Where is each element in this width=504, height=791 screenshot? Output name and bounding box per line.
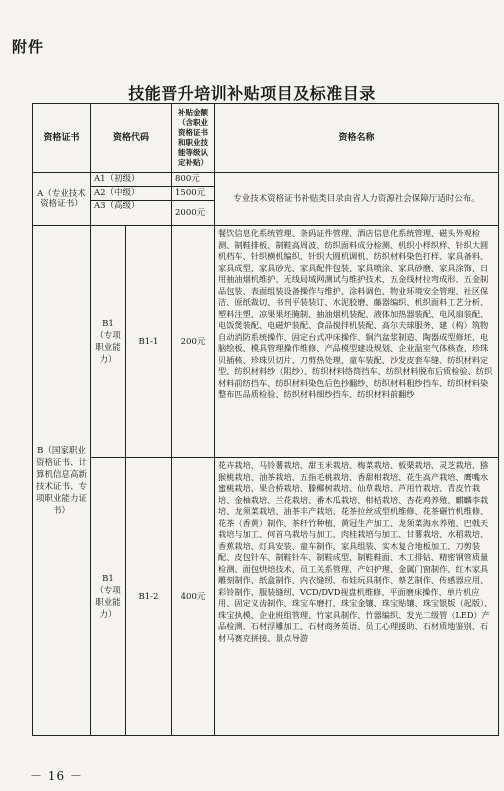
page-title: 技能晋升培训补贴项目及标准目录 <box>128 84 376 103</box>
b1-cell-2: B1（专项职业能力） <box>91 458 126 736</box>
b1-2-amount: 400元 <box>172 458 215 736</box>
a2-amount: 1500元 <box>172 187 215 201</box>
table-header-row <box>33 104 499 173</box>
b1-2-names: 花卉栽培、马铃薯栽培、甜玉米栽培、梅菜栽培、板栗栽培、灵芝栽培、猕猴桃栽培、油茶栽培、五指毛桃栽培、香甜柑栽培、花生高产栽培、鹰嘴水蜜桃栽培、果合桥栽培、滕椰树栽培、仙草栽培、芦用竹栽培、青皮竹栽培、金柚栽培、兰花栽培、番木瓜栽培、柑桔栽培、杏花鸡养殖、麒麟李栽培、龙须菜栽培、油茶丰产栽培、花茶拉丝成型机维修、花茶碾竹机维修、花茶（香黄）制作、茶秆竹种植、黄冠生产加工、龙须菜海水养殖、巴戟天栽培与加工、何首乌栽培与加工、肉桂栽培与加工、甘薯栽培、水稻栽培、香蕉栽培、灯具安装、童车制作、家具组装、实木复合地板加工、刀剪装配、皮包针车、制鞋针车、制鞋成型、制鞋鞋面、木工排钻、精密钢管质量检测、面包烘焙技术、员工关系管理、产妇护理、金属门窗制作、红木家具雕刻制作、纸盒制作、内衣缝纫、布娃玩具制作、蔡艺制作、传感器应用、彩铃制作、服装缝纫、VCD/DVD视盘机维修、平面磨床操作、单片机应用、固定义齿制作、珠宝车磨打、珠宝金镶、珠宝贴镶、珠宝银版（起版）、珠宝执模、企业班组管理、竹家具制作、竹器编织、发光二级管（LED）产品检测、石材浮雕加工、石材商务英语、员工心理援助、石材质地鉴别、石材马赛克拼接、景点导游 <box>215 458 499 736</box>
group-a-cert: A（专业技术资格证书） <box>33 173 91 226</box>
group-a-name: 专业技术资格证书补贴类目录由省人力资源社会保障厅适时公布。 <box>215 173 499 226</box>
a3-amount: 2000元 <box>172 201 215 226</box>
a1-code: A1（初级） <box>91 173 172 187</box>
page-number: － 16 － <box>30 769 83 783</box>
table-row <box>33 458 499 736</box>
header-name: 资格名称 <box>215 104 499 173</box>
group-b-cert: B（国家职业资格证书、计算机信息高新技术证书、专项职业能力证书） <box>33 226 91 736</box>
b1-1-names: 餐饮信息化系统管理、条码证件管理、酒店信息化系统管理、磁头外观检测、制鞋排板、制鞋高周波、纺织面料成分检测、机织小样织样、针织大圆机档车、针织横机编织、针织大圆机调机、纺织材料染色打样、家具备料、家具成型、家具砂光、家具配件包装、家具喷涂、家具砂磨、家具涂饰、日用抽油烟机维护、无线局域网测试与维护技术、五金线材拉弯成形、五金制品包装、表面组装设备操作与维护、涂料调色、物业环境安全管理、社区保洁、原纸裁切、书刊平装装订、水泥胶磨、藤器编织、机织面料工艺分析、塑料注塑、凉果果坯腌制、抽油烟机装配、液体加热器装配、电风扇装配、电饭煲装配、电磁炉装配、食品搅拌机装配、高尔夫球服务、建（构）筑物自动消防系统操作、固定台式冲床操作、铜汽盆浆制造、陶器成型修坯、电脑绘板、模具管理操作维修、产品模型建设规划、企业温室气体核查、珍珠贝插核、珍珠贝切片、刀剪热处理、童车装配、沙发皮套车缝、纺织材料定型、纺织材料纱（阻纱）、纺织材料络筒挡车、纺织材料脱布后质检验、纺织材料前纺挡车、纺织材料染色后色抄翻纱、纺织材料粗纱挡车、纺织材料染整布匹品质检验、纺织材料细纱挡车、纺织材料前翻纱 <box>215 226 499 458</box>
header-code: 资格代码 <box>91 104 172 173</box>
attachment-label: 附件 <box>12 38 45 56</box>
b1-cell-1: B1（专项职业能力） <box>91 226 126 458</box>
b1-2-code: B1-2 <box>126 458 172 736</box>
header-subsidy: 补贴金额（含职业资格证书和职业技能等级认定补贴） <box>172 104 215 173</box>
b1-1-amount: 200元 <box>172 226 215 458</box>
a2-code: A2（中级） <box>91 187 172 201</box>
a1-amount: 800元 <box>172 173 215 187</box>
header-cert: 资格证书 <box>33 104 91 173</box>
table-row <box>33 226 499 458</box>
subsidy-table <box>32 103 499 736</box>
table-row <box>33 173 499 187</box>
a3-code: A3（高级） <box>91 201 172 226</box>
b1-1-code: B1-1 <box>126 226 172 458</box>
